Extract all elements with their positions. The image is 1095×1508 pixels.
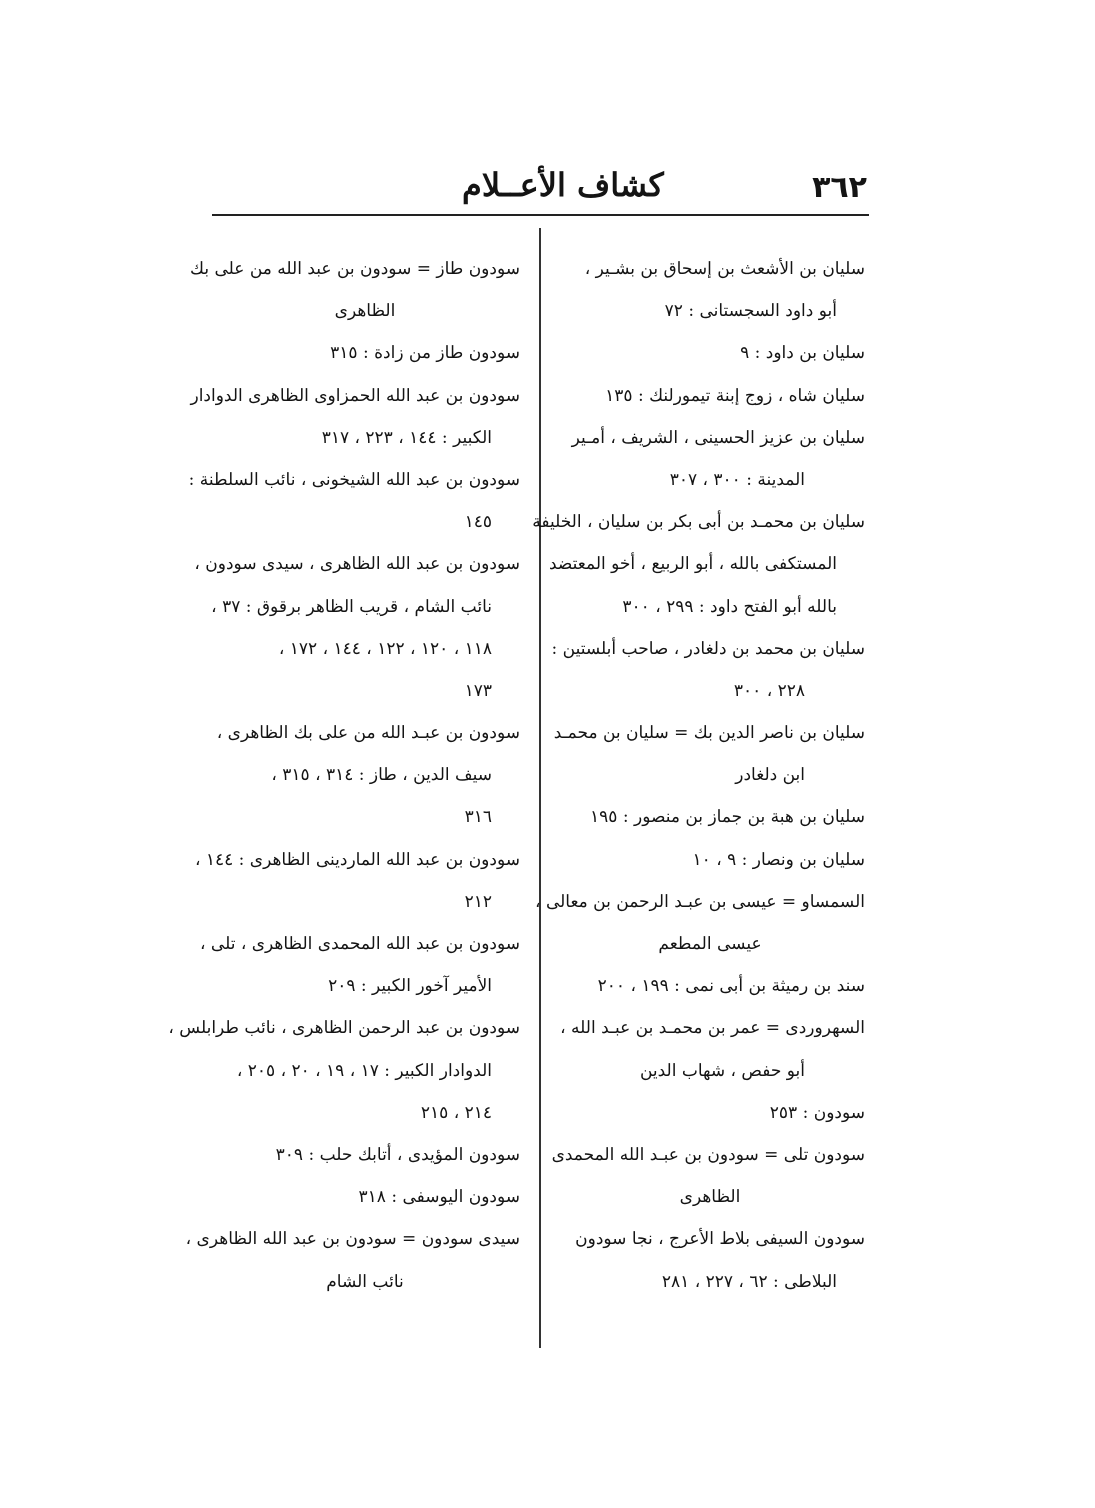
index-line: المدينة : ٣٠٠ ، ٣٠٧ [669,469,805,490]
index-line: الأمير آخور الكبير : ٢٠٩ [328,976,492,997]
index-line: نائب الشام [326,1271,404,1292]
index-line: سند بن رميثة بن أبى نمى : ١٩٩ ، ٢٠٠ [597,976,865,997]
index-line: سودون بن عبد الله الحمزاوى الظاهرى الدوادار [190,385,520,406]
index-line: سودون طاز = سودون بن عبد الله من على بك [190,259,520,279]
index-line: الظاهرى [679,1187,741,1208]
header-rule [212,214,869,216]
index-line: سليان بن ناصر الدين بك = سليان بن محمـد [553,723,865,744]
index-line: سودون بن عبد الرحمن الظاهرى ، نائب طرابلس ، [168,1018,520,1039]
index-line: سودون اليوسفى : ٣١٨ [358,1187,520,1208]
index-line: الدوادار الكبير : ١٧ ، ١٩ ، ٢٠ ، ٢٠٥ ، [236,1060,492,1081]
index-line: سودون بن عبد الله الماردينى الظاهرى : ١٤٤ ، [194,849,520,870]
index-line: الظاهرى [334,301,396,322]
index-line: المستكفى بالله ، أبو الربيع ، أخو المعتضد [549,554,837,575]
index-line: أبو داود السجستانى : ٧٢ [664,301,837,322]
index-line: سيف الدين ، طاز : ٣١٤ ، ٣١٥ ، [271,765,492,786]
index-line: البلاطى : ٦٢ ، ٢٢٧ ، ٢٨١ [661,1271,837,1292]
index-line: ١٤٥ [464,512,492,533]
index-line: سودون بن عبد الله الظاهرى ، سيدى سودون ، [194,554,520,575]
index-line: سودون بن عبد الله الشيخونى ، نائب السلطنة : [188,469,520,490]
column-divider [539,228,541,1348]
index-line: الكبير : ١٤٤ ، ٢٢٣ ، ٣١٧ [321,427,492,448]
index-line: سليان بن عزيز الحسينى ، الشريف ، أمـير [571,427,865,448]
index-line: أبو حفص ، شهاب الدين [639,1060,805,1081]
index-line: سودون المؤيدى ، أتابك حلب : ٣٠٩ [275,1144,520,1165]
index-line: سليان بن محمد بن دلغادر ، صاحب أبلستين : [551,638,865,659]
index-line: السهروردى = عمر بن محمـد بن عبـد الله ، [560,1018,865,1039]
index-line: نائب الشام ، قريب الظاهر برقوق : ٣٧ ، [211,596,492,617]
index-line: سليان بن محمـد بن أبى بكر بن سليان ، الخليفة [532,512,865,533]
index-line: سيدى سودون = سودون بن عبد الله الظاهرى ، [185,1229,520,1250]
index-line: سودون طاز من زادة : ٣١٥ [330,343,520,364]
page-number: ٣٦٢ [812,170,867,205]
index-line: سليان بن هبة بن جماز بن منصور : ١٩٥ [590,807,865,828]
left-column [168,248,520,1303]
index-line: ٢٢٨ ، ٣٠٠ [733,680,805,701]
index-line: سودون تلى = سودون بن عبـد الله المحمدى [551,1144,865,1165]
index-line: سليان بن الأشعث بن إسحاق بن بشـير ، [584,259,865,279]
index-line: ٢١٤ ، ٢١٥ [420,1102,492,1123]
index-line: عيسى المطعم [658,934,762,954]
index-line: ٣١٦ [464,807,492,828]
page-header [212,166,867,216]
index-line: سليان شاه ، زوج إبنة تيمورلنك : ١٣٥ [605,385,865,406]
index-line: ١١٨ ، ١٢٠ ، ١٢٢ ، ١٤٤ ، ١٧٢ ، [278,638,492,659]
index-line: ٢١٢ [464,891,492,912]
index-line: سودون بن عبد الله المحمدى الظاهرى ، تلى ، [200,934,520,954]
index-line: سودون السيفى بلاط الأعرج ، نجا سودون [575,1229,865,1250]
index-line: سودون : ٢٥٣ [769,1102,865,1123]
index-line: سليان بن ونصار : ٩ ، ١٠ [692,849,865,870]
index-line: بالله أبو الفتح داود : ٢٩٩ ، ٣٠٠ [622,596,837,617]
page-title: كشاف الأعــلام [462,166,664,204]
index-line: سليان بن داود : ٩ [740,343,865,364]
right-column [532,248,865,1303]
index-line: ١٧٣ [464,680,492,701]
index-line: ابن دلغادر [735,765,805,786]
index-line: سودون بن عبـد الله من على بك الظاهرى ، [216,723,520,744]
index-line: السمساو = عيسى بن عبـد الرحمن بن معالى ، [535,891,865,912]
